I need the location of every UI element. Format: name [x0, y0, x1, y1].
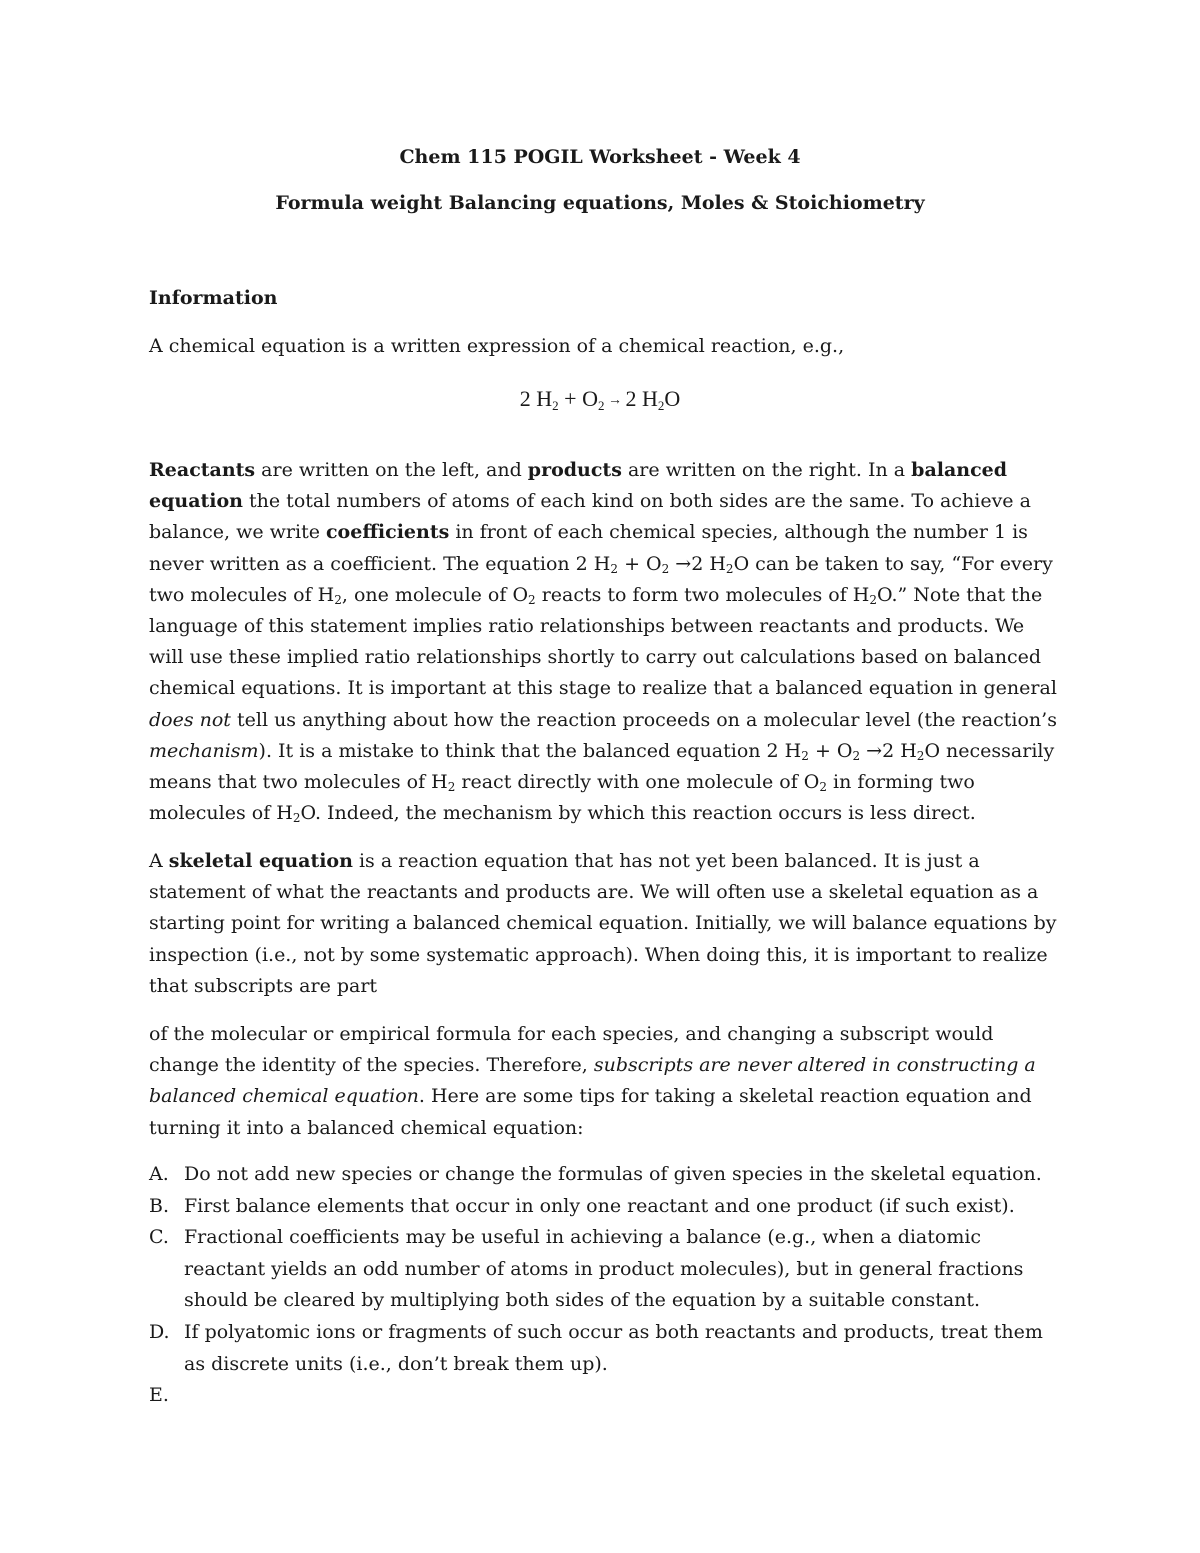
paragraph-skeletal-equation — [149, 846, 1064, 1002]
eq-term: 2 H — [625, 386, 658, 411]
paragraph-balanced-equation — [149, 455, 1064, 829]
page-subtitle: Formula weight Balancing equations, Moles & Stoichiometry — [275, 192, 925, 214]
text-run: A — [149, 850, 169, 872]
list-marker: E. — [149, 1384, 169, 1407]
emphasis-subscripts-rule: subscripts are never altered in constructing a balanced chemical equation — [149, 1054, 1036, 1108]
text-run: of the molecular or empirical formula for each species, and changing a subscript would change the identity of the species. Therefore, — [149, 1023, 994, 1077]
text-run: tell us anything about how the reaction proceeds on a molecular level (the reaction’s — [230, 708, 1057, 731]
term-products: products — [527, 459, 622, 481]
eq-subscript: 2 — [657, 398, 665, 413]
term-coefficients: coefficients — [325, 521, 450, 544]
text-run: react directly with one molecule of O — [455, 771, 820, 794]
text-run: O can be taken to say, “For every two molecules of H — [149, 552, 1053, 606]
subscript: 2 — [869, 592, 878, 607]
list-item-text: Fractional coefficients may be useful in achieving a balance (e.g., when a diatomic reactant yields an odd number of atoms in product molecules), but in general fractions should be cleared by multiplying both sides of the equation by a suitable constant. — [184, 1226, 1024, 1312]
list-item-text: Do not add new species or change the formulas of given species in the skeletal equation. — [184, 1163, 1042, 1185]
text-run: , one molecule of O — [341, 583, 529, 606]
text-run: reacts to form two molecules of H — [535, 583, 870, 606]
intro-paragraph: A chemical equation is a written expression of a chemical reaction, e.g., — [149, 335, 845, 357]
chemical-equation — [0, 386, 1200, 412]
page-title: Chem 115 POGIL Worksheet - Week 4 — [399, 146, 801, 168]
subscript: 2 — [661, 561, 670, 576]
text-run: + O — [618, 552, 662, 575]
subscript: 2 — [725, 561, 734, 576]
subscript: 2 — [819, 780, 828, 795]
text-run: →2 H — [860, 739, 917, 762]
list-item-text: If polyatomic ions or fragments of such occur as both reactants and products, treat them as discrete units (i.e., don’t break them up). — [184, 1320, 1043, 1375]
subscript: 2 — [292, 811, 301, 826]
list-marker: B. — [149, 1194, 170, 1217]
subscript: 2 — [334, 592, 342, 607]
text-run: in front of each chemical species, although the number 1 is never written as a coefficient. The equation 2 H — [149, 521, 1028, 575]
subscript: 2 — [528, 592, 536, 607]
list-item — [149, 1191, 1064, 1223]
text-run: + O — [808, 739, 853, 762]
list-item-text: First balance elements that occur in only one reactant and one product (if such exist). — [184, 1194, 1015, 1217]
eq-term: + O — [558, 386, 598, 411]
subscript: 2 — [852, 748, 861, 763]
tips-list — [149, 1159, 1064, 1412]
list-marker: A. — [149, 1163, 169, 1185]
list-marker: C. — [149, 1226, 169, 1249]
list-item — [149, 1380, 1064, 1412]
reaction-arrow-icon: → — [604, 393, 626, 408]
eq-subscript: 2 — [552, 398, 559, 413]
term-skeletal-equation: skeletal equation — [168, 850, 353, 872]
subscript: 2 — [801, 748, 809, 763]
list-marker: D. — [149, 1320, 170, 1343]
paragraph-subscripts — [149, 1019, 1064, 1144]
text-run: O. Indeed, the mechanism by which this reaction occurs is less direct. — [300, 802, 976, 825]
section-heading: Information — [149, 287, 278, 309]
text-run: ). It is a mistake to think that the balanced equation 2 H — [258, 739, 802, 762]
text-run: →2 H — [669, 552, 726, 575]
subscript: 2 — [916, 748, 925, 763]
list-item — [149, 1317, 1064, 1380]
text-run: O necessarily means that two molecules of H — [149, 739, 1055, 794]
subscript: 2 — [447, 780, 456, 795]
text-run: is a reaction equation that has not yet been balanced. It is just a statement of what the reactants and products are. We will often use a skeletal equation as a starting point for writing a balanced chemical equation. Initially, we will balance equations by inspection (i.e., not by some systematic approach). When doing this, it is important to realize that subscripts are part — [149, 850, 1057, 997]
text-run: . Here are some tips for taking a skeletal reaction equation and turning it into a balanced chemical equation: — [149, 1085, 1032, 1139]
list-item — [149, 1222, 1064, 1317]
eq-subscript: 2 — [597, 398, 605, 413]
term-reactants: Reactants — [149, 459, 256, 481]
text-run: in forming two molecules of H — [149, 771, 975, 825]
text-run: O.” Note that the language of this statement implies ratio relationships between reactants and products. We will use these implied ratio relationships shortly to carry out calculations based on balanced chemical equations. It is important at this stage to realize that a balanced equation in general — [149, 583, 1057, 700]
emphasis-does-not: does not — [149, 708, 231, 731]
emphasis-mechanism: mechanism — [149, 739, 259, 762]
text-run: are written on the left, and — [255, 459, 528, 481]
list-item-text — [184, 1384, 190, 1406]
term-balanced-equation: balanced equation — [149, 459, 1008, 513]
text-run: the total numbers of atoms of each kind on both sides are the same. To achieve a balance, we write — [149, 490, 1031, 544]
text-run: are written on the right. In a — [621, 459, 912, 481]
subscript: 2 — [610, 561, 619, 576]
eq-term: 2 H — [519, 386, 553, 411]
eq-term: O — [664, 386, 681, 411]
list-item — [149, 1159, 1064, 1191]
